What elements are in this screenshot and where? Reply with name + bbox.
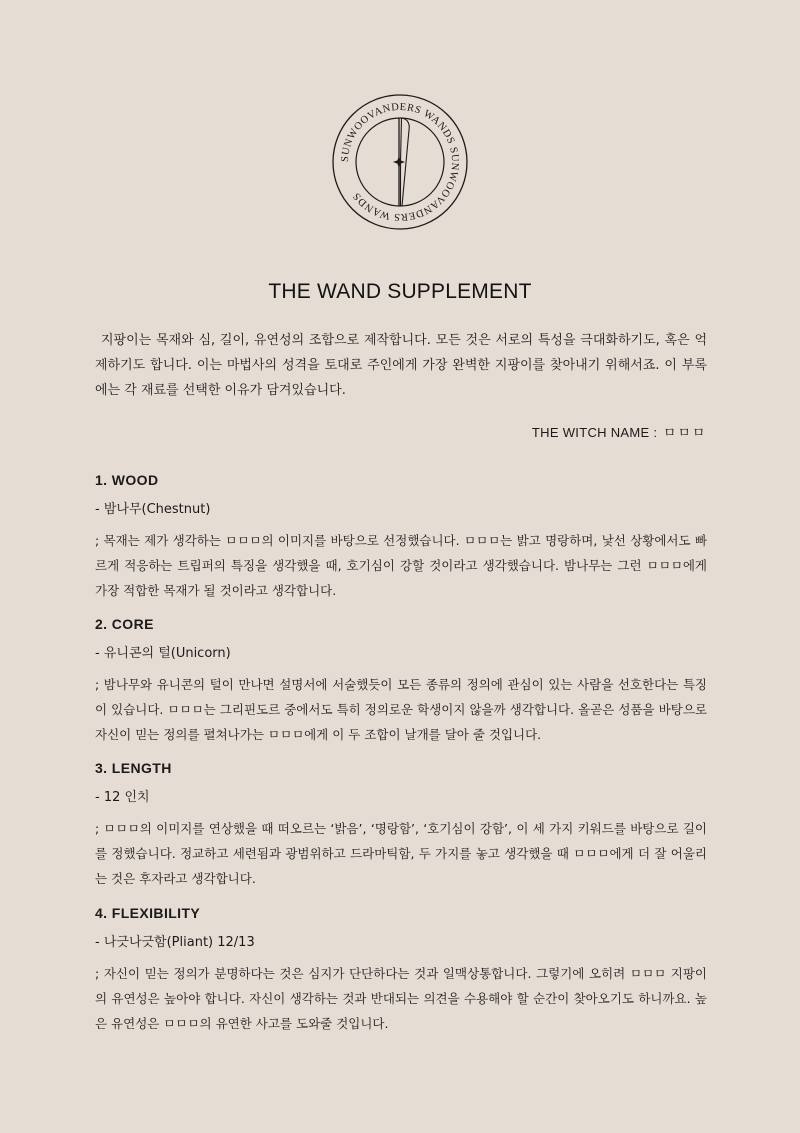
section-subtitle: - 나긋나긋함(Pliant) 12/13	[95, 935, 255, 950]
section-description: ; 밤나무와 유니콘의 털이 만나면 설명서에 서술했듯이 모든 종류의 정의에 관심이 있는 사람을 선호한다는 특징이 있습니다. ㅁㅁㅁ는 그리핀도르 중에서도 특히 정의로운 학생이지 않을까 생각합니다. 올곧은 성품을 바탕으로 자신이 믿는 정의를 펼쳐나가는 ㅁㅁㅁ에게 이 두 조합이 날개를 달아 줄 것입니다.	[95, 677, 707, 742]
section-description: ; 목재는 제가 생각하는 ㅁㅁㅁ의 이미지를 바탕으로 선정했습니다. ㅁㅁㅁ는 밝고 명랑하며, 낯선 상황에서도 빠르게 적응하는 트립퍼의 특징을 생각했을 때, 호기심이 강할 것이라고 생각했습니다. 밤나무는 그런 ㅁㅁㅁ에게 가장 적합한 목재가 될 것이라고 생각합니다.	[95, 533, 707, 598]
witch-name-label: THE WITCH NAME :	[531, 425, 658, 440]
document-title: THE WAND SUPPLEMENT	[268, 280, 532, 303]
star-icon	[393, 156, 405, 168]
section-subtitle: - 12 인치	[95, 790, 150, 805]
seal-emblem	[330, 92, 470, 232]
witch-name-value: ㅁㅁㅁ	[663, 425, 707, 440]
section-heading: 2. CORE	[95, 616, 154, 632]
section-length	[95, 758, 707, 891]
section-core	[95, 614, 707, 747]
section-description: ; 자신이 믿는 정의가 분명하다는 것은 심지가 단단하다는 것과 일맥상통합니다. 그렇기에 오히려 ㅁㅁㅁ 지팡이의 유연성은 높아야 합니다. 자신이 생각하는 것과 반대되는 의견을 수용해야 할 순간이 찾아오기도 하니까요. 높은 유연성은 ㅁㅁㅁ의 유연한 사고를 도와줄 것입니다.	[95, 966, 707, 1031]
section-description: ; ㅁㅁㅁ의 이미지를 연상했을 때 떠오르는 ‘밝음’, ‘명랑함’, ‘호기심이 강함’, 이 세 가지 키워드를 바탕으로 길이를 정했습니다. 정교하고 세련됨과 광범위하고 드라마틱함, 두 가지를 놓고 생각했을 때 ㅁㅁㅁ에게 더 잘 어울리는 것은 후자라고 생각합니다.	[95, 821, 707, 886]
wand-seal-logo	[330, 92, 470, 232]
section-flexibility	[95, 903, 707, 1036]
intro-paragraph: 지팡이는 목재와 심, 길이, 유연성의 조합으로 제작합니다. 모든 것은 서로의 특성을 극대화하기도, 혹은 억제하기도 합니다. 이는 마법사의 성격을 토대로 주인에게 가장 완벽한 지팡이를 찾아내기 위해서죠. 이 부록에는 각 재료를 선택한 이유가 담겨있습니다.	[95, 333, 707, 398]
section-heading: 4. FLEXIBILITY	[95, 905, 201, 921]
section-subtitle: - 밤나무(Chestnut)	[95, 502, 211, 517]
section-wood	[95, 470, 707, 603]
section-heading: 1. WOOD	[95, 472, 159, 488]
section-heading: 3. LENGTH	[95, 760, 172, 776]
seal-ring-text: SUNWOOVANDERS WANDS SUNWOOVANDERS WANDS	[339, 101, 461, 223]
witch-name-line	[532, 422, 707, 441]
section-subtitle: - 유니콘의 털(Unicorn)	[95, 646, 231, 661]
